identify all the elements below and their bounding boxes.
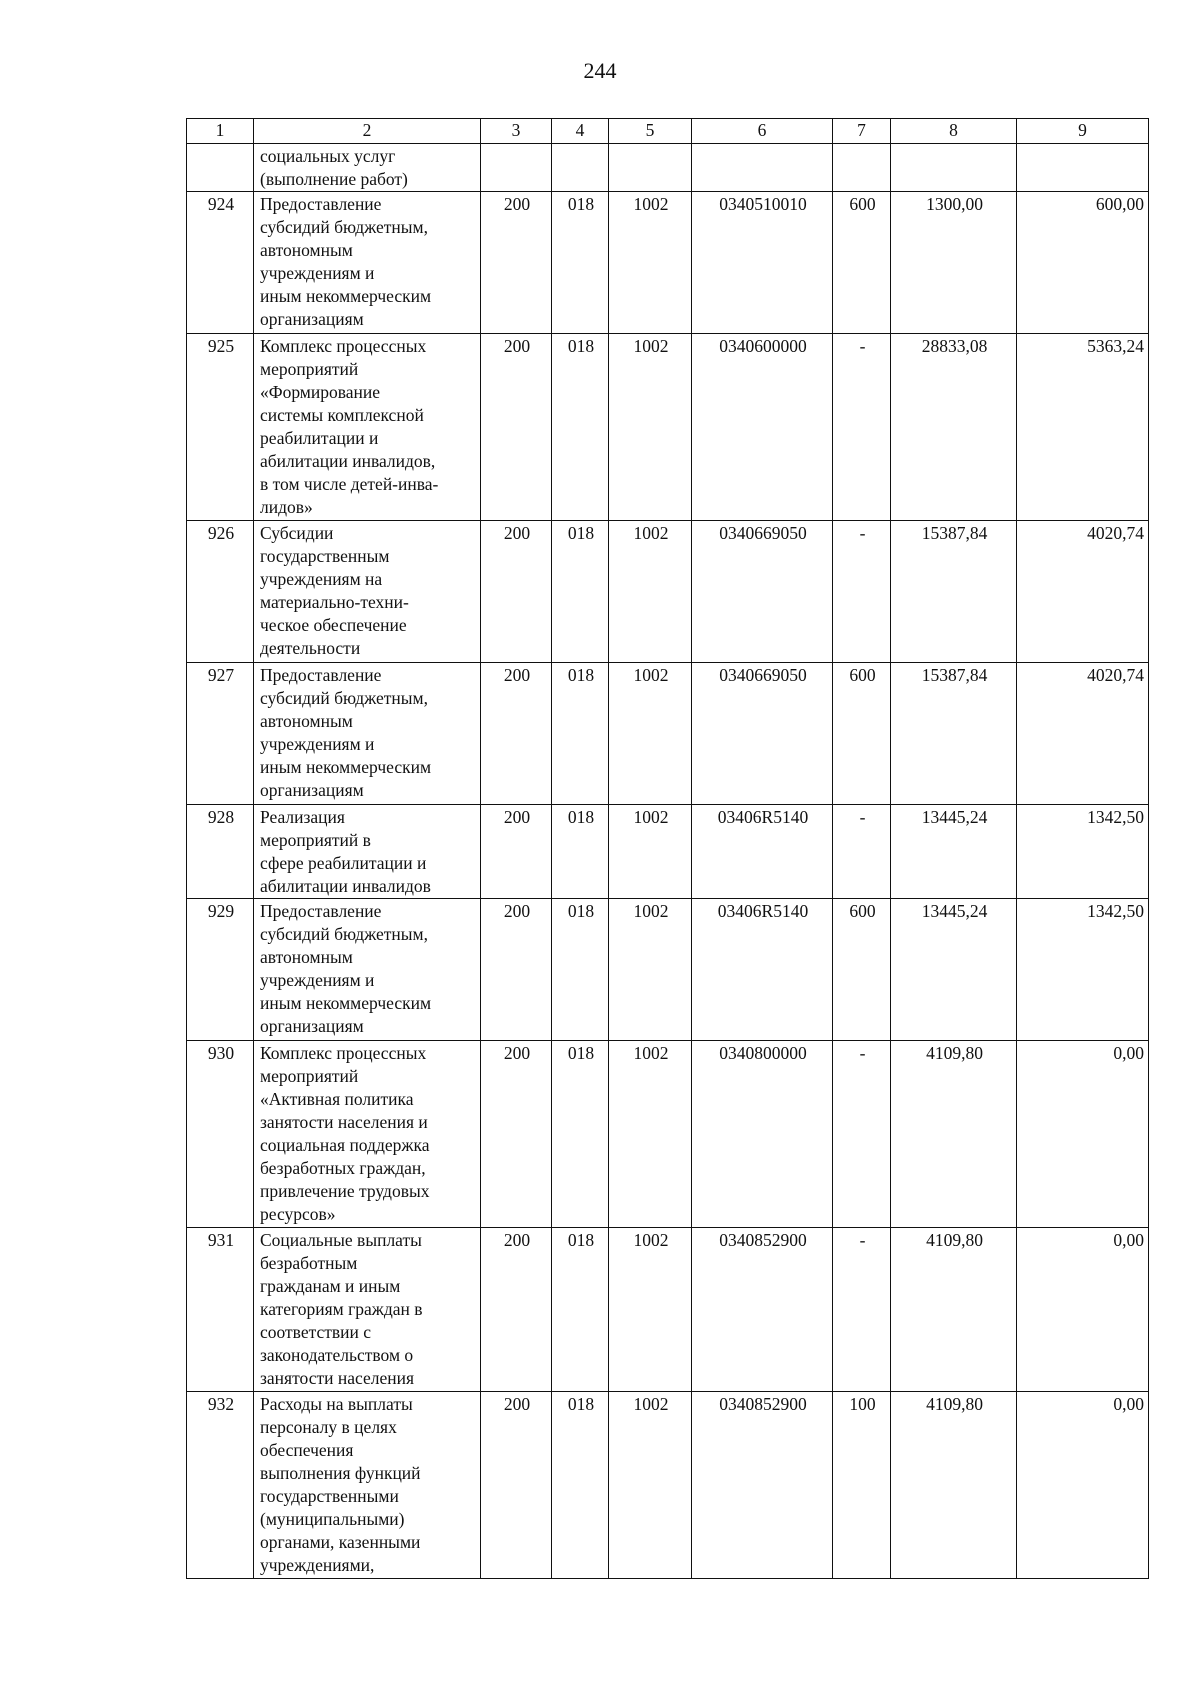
- cell-col9: 1342,50: [1017, 899, 1149, 1041]
- cell-col4: 018: [552, 192, 609, 334]
- cell-col9: 4020,74: [1017, 663, 1149, 805]
- cell-col7: [833, 144, 891, 192]
- cell-col3: 200: [481, 1228, 552, 1392]
- budget-table: [186, 118, 1149, 1579]
- row-number: 930: [187, 1041, 254, 1228]
- cell-col8: 13445,24: [891, 805, 1017, 899]
- table-row: [187, 663, 1149, 805]
- cell-col7: 600: [833, 899, 891, 1041]
- table-row: [187, 1392, 1149, 1579]
- cell-col8: 4109,80: [891, 1228, 1017, 1392]
- cell-col9: 0,00: [1017, 1392, 1149, 1579]
- cell-col3: 200: [481, 1041, 552, 1228]
- cell-col8: 28833,08: [891, 334, 1017, 521]
- row-number: 932: [187, 1392, 254, 1579]
- cell-col4: [552, 144, 609, 192]
- row-name: Субсидии государственным учреждениям на материально-техни- ческое обеспечение деятельности: [254, 521, 481, 663]
- cell-col6: 0340852900: [692, 1392, 833, 1579]
- cell-col7: -: [833, 334, 891, 521]
- cell-col4: 018: [552, 899, 609, 1041]
- cell-col6: 03406R5140: [692, 899, 833, 1041]
- row-number: 925: [187, 334, 254, 521]
- column-header: 5: [609, 119, 692, 144]
- cell-col5: 1002: [609, 805, 692, 899]
- cell-col8: 13445,24: [891, 899, 1017, 1041]
- cell-col3: [481, 144, 552, 192]
- row-name: Предоставление субсидий бюджетным, автономным учреждениям и иным некоммерческим организациям: [254, 663, 481, 805]
- row-name: Комплекс процессных мероприятий «Формирование системы комплексной реабилитации и абилитации инвалидов, в том числе детей-инва- лидов»: [254, 334, 481, 521]
- cell-col3: 200: [481, 192, 552, 334]
- row-name: Социальные выплаты безработным гражданам и иным категориям граждан в соответствии с законодательством о занятости населения: [254, 1228, 481, 1392]
- cell-col7: -: [833, 521, 891, 663]
- cell-col5: 1002: [609, 1041, 692, 1228]
- cell-col8: 4109,80: [891, 1041, 1017, 1228]
- cell-col3: 200: [481, 1392, 552, 1579]
- cell-col5: 1002: [609, 521, 692, 663]
- column-header: 7: [833, 119, 891, 144]
- cell-col5: 1002: [609, 663, 692, 805]
- row-name: Комплекс процессных мероприятий «Активная политика занятости населения и социальная поддержка безработных граждан, привлечение трудовых ресурсов»: [254, 1041, 481, 1228]
- cell-col4: 018: [552, 521, 609, 663]
- row-name: социальных услуг (выполнение работ): [254, 144, 481, 192]
- cell-col7: -: [833, 1041, 891, 1228]
- row-number: 927: [187, 663, 254, 805]
- cell-col8: 15387,84: [891, 663, 1017, 805]
- cell-col7: -: [833, 1228, 891, 1392]
- cell-col9: 600,00: [1017, 192, 1149, 334]
- cell-col8: 15387,84: [891, 521, 1017, 663]
- cell-col7: 600: [833, 192, 891, 334]
- row-number: 926: [187, 521, 254, 663]
- cell-col5: 1002: [609, 334, 692, 521]
- row-name: Предоставление субсидий бюджетным, автономным учреждениям и иным некоммерческим организациям: [254, 899, 481, 1041]
- cell-col3: 200: [481, 663, 552, 805]
- cell-col8: [891, 144, 1017, 192]
- cell-col6: 03406R5140: [692, 805, 833, 899]
- cell-col4: 018: [552, 663, 609, 805]
- cell-col8: 1300,00: [891, 192, 1017, 334]
- cell-col6: 0340669050: [692, 663, 833, 805]
- cell-col9: 5363,24: [1017, 334, 1149, 521]
- table-row: [187, 334, 1149, 521]
- cell-col6: 0340600000: [692, 334, 833, 521]
- cell-col5: 1002: [609, 1392, 692, 1579]
- row-number: 929: [187, 899, 254, 1041]
- row-number: 928: [187, 805, 254, 899]
- column-header: 6: [692, 119, 833, 144]
- cell-col9: 1342,50: [1017, 805, 1149, 899]
- cell-col6: 0340800000: [692, 1041, 833, 1228]
- table-row: [187, 805, 1149, 899]
- header-row: [187, 119, 1149, 144]
- cell-col7: -: [833, 805, 891, 899]
- row-number: 931: [187, 1228, 254, 1392]
- column-header: 2: [254, 119, 481, 144]
- column-header: 3: [481, 119, 552, 144]
- cell-col8: 4109,80: [891, 1392, 1017, 1579]
- row-name: Предоставление субсидий бюджетным, автономным учреждениям и иным некоммерческим организациям: [254, 192, 481, 334]
- page-number: 244: [583, 58, 617, 83]
- cell-col3: 200: [481, 334, 552, 521]
- cell-col3: 200: [481, 805, 552, 899]
- table-row: [187, 899, 1149, 1041]
- cell-col9: [1017, 144, 1149, 192]
- cell-col9: 0,00: [1017, 1041, 1149, 1228]
- cell-col9: 4020,74: [1017, 521, 1149, 663]
- cell-col3: 200: [481, 521, 552, 663]
- column-header: 4: [552, 119, 609, 144]
- cell-col7: 600: [833, 663, 891, 805]
- table-row: [187, 144, 1149, 192]
- cell-col9: 0,00: [1017, 1228, 1149, 1392]
- table-row: [187, 192, 1149, 334]
- cell-col5: [609, 144, 692, 192]
- column-header: 8: [891, 119, 1017, 144]
- cell-col6: [692, 144, 833, 192]
- cell-col4: 018: [552, 805, 609, 899]
- row-name: Расходы на выплаты персоналу в целях обеспечения выполнения функций государственными (муниципальными) органами, казенными учреждениями,: [254, 1392, 481, 1579]
- cell-col5: 1002: [609, 192, 692, 334]
- cell-col6: 0340852900: [692, 1228, 833, 1392]
- row-number: 924: [187, 192, 254, 334]
- cell-col4: 018: [552, 1041, 609, 1228]
- cell-col6: 0340510010: [692, 192, 833, 334]
- row-number: [187, 144, 254, 192]
- cell-col7: 100: [833, 1392, 891, 1579]
- cell-col4: 018: [552, 1228, 609, 1392]
- cell-col6: 0340669050: [692, 521, 833, 663]
- cell-col5: 1002: [609, 899, 692, 1041]
- table-row: [187, 1041, 1149, 1228]
- cell-col5: 1002: [609, 1228, 692, 1392]
- column-header: 1: [187, 119, 254, 144]
- table-row: [187, 521, 1149, 663]
- column-header: 9: [1017, 119, 1149, 144]
- table-row: [187, 1228, 1149, 1392]
- cell-col4: 018: [552, 334, 609, 521]
- cell-col4: 018: [552, 1392, 609, 1579]
- cell-col3: 200: [481, 899, 552, 1041]
- row-name: Реализация мероприятий в сфере реабилитации и абилитации инвалидов: [254, 805, 481, 899]
